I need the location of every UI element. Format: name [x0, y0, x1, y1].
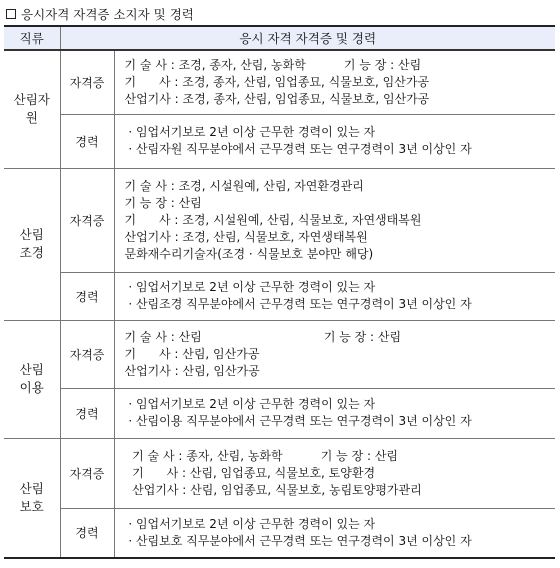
- header-job-type: 직류: [4, 26, 60, 50]
- career-list: [114, 272, 555, 320]
- cert-label: 자격증: [60, 320, 114, 388]
- job-type-cell: 산림 보호: [4, 438, 60, 558]
- career-line: · 임업서기보로 2년 이상 근무한 경력이 있는 자: [124, 397, 376, 411]
- section-heading-text: 응시자격 자격증 소지자 및 경력: [21, 7, 194, 22]
- checkbox-square-icon: [6, 9, 16, 19]
- career-line: · 임업서기보로 2년 이상 근무한 경력이 있는 자: [124, 125, 376, 139]
- table-row: [4, 320, 555, 388]
- table-row: [4, 508, 555, 558]
- cert-line: 기 사 : 산림, 임업종묘, 식물보호, 토양환경: [124, 465, 376, 480]
- job-type-cell: 산림 이용: [4, 320, 60, 438]
- table-row: [4, 438, 555, 508]
- cert-list: [114, 168, 555, 272]
- career-list: [114, 508, 555, 558]
- cert-line: 기 능 장 : 산림: [124, 195, 202, 210]
- job-type-cell: 산림 조경: [4, 168, 60, 320]
- cert-line: 기 술 사 : 산림 기 능 장 : 산림: [124, 329, 402, 344]
- job-type-cell: 산림자 원: [4, 50, 60, 168]
- qualification-table: [4, 25, 555, 559]
- cert-line: 기 술 사 : 조경, 종자, 산림, 농화학 기 능 장 : 산림: [124, 57, 422, 72]
- career-line: · 산림보호 직무분야에서 근무경력 또는 연구경력이 3년 이상인 자: [124, 533, 472, 548]
- cert-list: [114, 438, 555, 508]
- table-row: [4, 272, 555, 320]
- cert-label: 자격증: [60, 168, 114, 272]
- cert-list: [114, 50, 555, 114]
- cert-list: [114, 320, 555, 388]
- career-line: · 임업서기보로 2년 이상 근무한 경력이 있는 자: [124, 280, 376, 294]
- cert-line: 기 술 사 : 종자, 산림, 농화학 기 능 장 : 산림: [124, 448, 399, 463]
- cert-label: 자격증: [60, 438, 114, 508]
- career-label: 경력: [60, 388, 114, 438]
- career-line: · 임업서기보로 2년 이상 근무한 경력이 있는 자: [124, 516, 376, 531]
- table-row: [4, 168, 555, 272]
- table-row: [4, 50, 555, 114]
- career-label: 경력: [60, 272, 114, 320]
- cert-line: 산업기사 : 조경, 종자, 산림, 임업종묘, 식물보호, 임산가공: [124, 91, 430, 106]
- table-row: [4, 388, 555, 438]
- cert-line: 기 사 : 조경, 종자, 산림, 임업종묘, 식물보호, 임산가공: [124, 74, 430, 89]
- section-heading: [6, 5, 194, 23]
- career-label: 경력: [60, 114, 114, 168]
- cert-line: 기 사 : 조경, 시설원예, 산림, 식물보호, 자연생태복원: [124, 212, 422, 227]
- career-list: [114, 114, 555, 168]
- career-label: 경력: [60, 508, 114, 558]
- cert-line: 기 사 : 산림, 임산가공: [124, 346, 260, 361]
- cert-label: 자격증: [60, 50, 114, 114]
- cert-line: 기 술 사 : 조경, 시설원예, 산림, 자연환경관리: [124, 178, 364, 193]
- header-row: [4, 26, 555, 50]
- cert-line: 문화재수리기술자(조경 · 식물보호 분야만 해당): [124, 246, 374, 261]
- career-list: [114, 388, 555, 438]
- career-line: · 산림이용 직무분야에서 근무경력 또는 연구경력이 3년 이상인 자: [124, 414, 472, 428]
- career-line: · 산림자원 직무분야에서 근무경력 또는 연구경력이 3년 이상인 자: [124, 142, 472, 156]
- cert-line: 산업기사 : 조경, 산림, 식물보호, 자연생태복원: [124, 229, 368, 244]
- cert-line: 산업기사 : 산림, 임업종묘, 식물보호, 농림토양평가관리: [124, 482, 422, 497]
- table-row: [4, 114, 555, 168]
- header-requirements: 응시 자격 자격증 및 경력: [60, 26, 555, 50]
- cert-line: 산업기사 : 산림, 임산가공: [124, 363, 260, 378]
- career-line: · 산림조경 직무분야에서 근무경력 또는 연구경력이 3년 이상인 자: [124, 297, 472, 311]
